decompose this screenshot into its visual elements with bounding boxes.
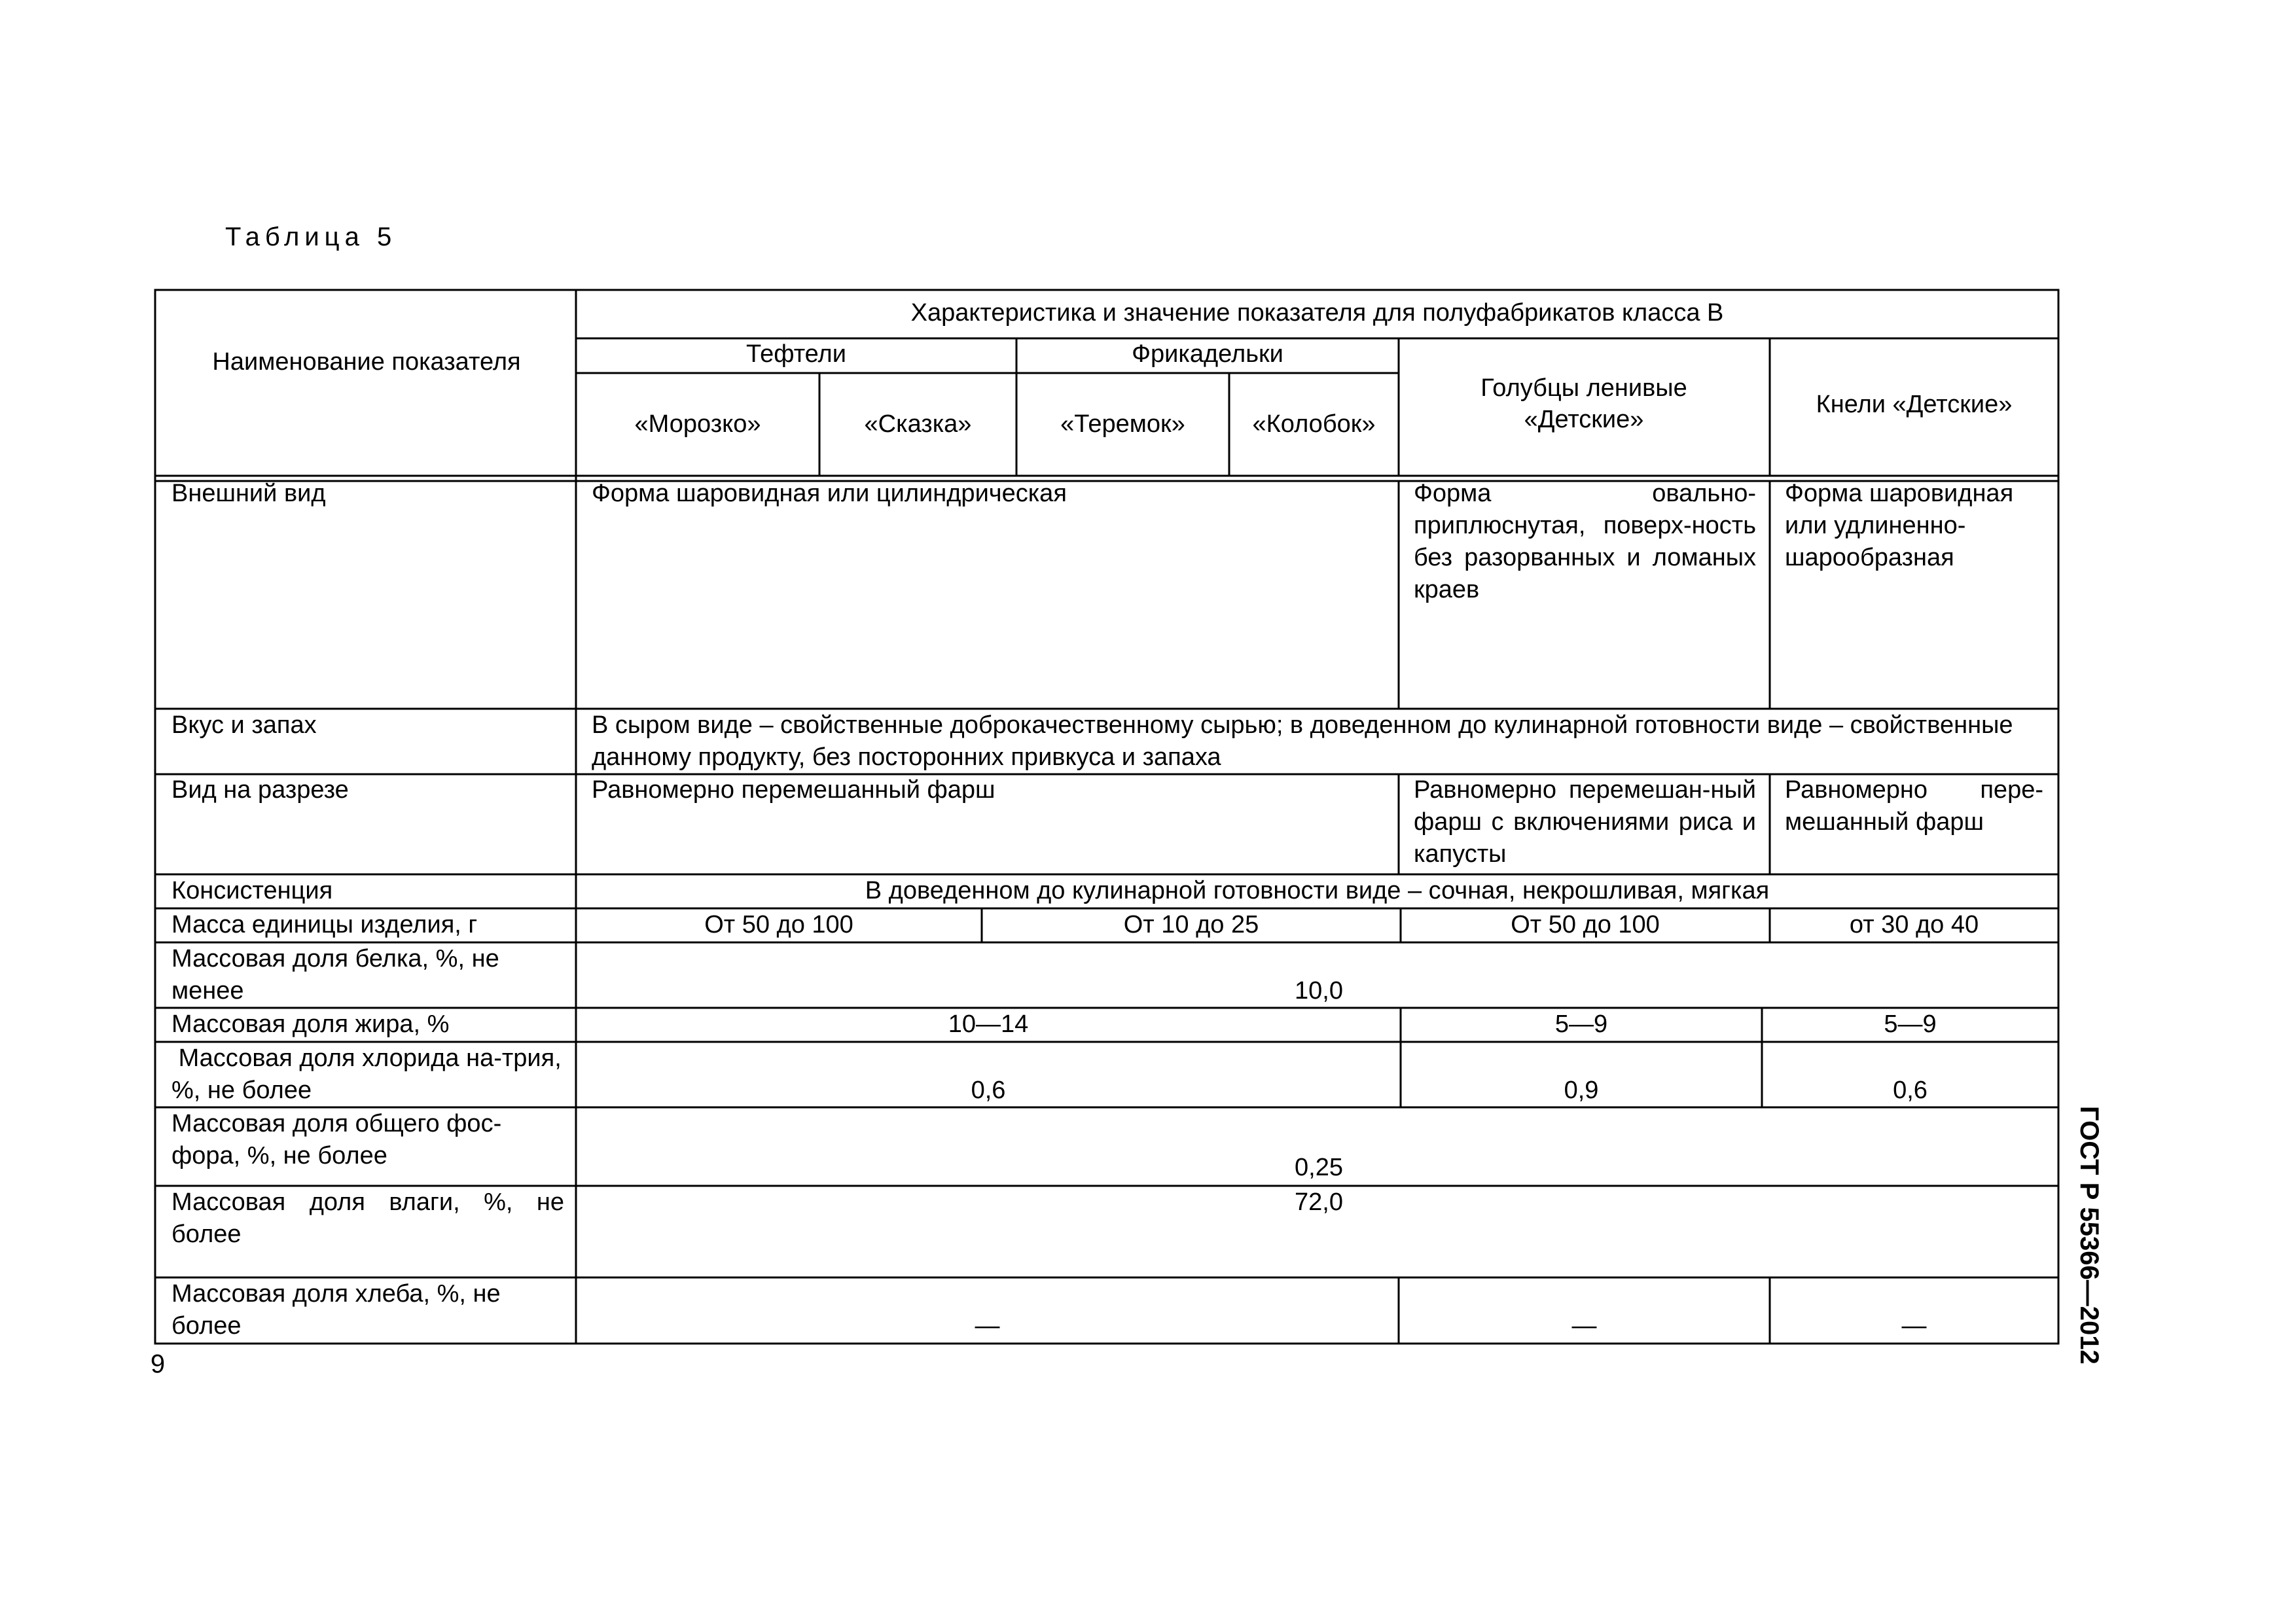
bread-golubtsy: —	[1571, 1312, 1597, 1340]
header-tefteli: Тефтели	[746, 340, 846, 368]
standard-code: ГОСТ Р 55366—2012	[2075, 1106, 2104, 1364]
header-name-column: Наименование показателя	[212, 348, 521, 376]
row-label-section: Вид на разрезе	[171, 776, 349, 804]
page-number: 6	[151, 1349, 166, 1378]
header-teremok: «Теремок»	[1060, 410, 1185, 438]
table-caption: Таблица 5	[225, 223, 397, 251]
header-kneli: Кнели «Детские»	[1816, 391, 2013, 418]
section-golubtsy: Равномерно перемешан-ный фарш с включениями риса и капусты	[1414, 776, 1756, 868]
row-label-phosphorus: Массовая доля общего фос-фора, %, не более	[171, 1110, 502, 1169]
row-label-taste: Вкус и запах	[171, 711, 317, 739]
moisture-value: 72,0	[1295, 1188, 1343, 1216]
row-label-protein: Массовая доля белка, %, не менее	[171, 945, 499, 1005]
row-label-moisture: Массовая доля влаги, %, не более	[171, 1188, 564, 1248]
protein-value: 10,0	[1295, 977, 1343, 1005]
row-label-chloride: Массовая доля хлорида на-трия, %, не более	[171, 1044, 569, 1104]
bread-kneli: —	[1901, 1312, 1927, 1340]
fat-meatballs: 10—14	[948, 1010, 1029, 1038]
mass-tefteli: От 50 до 100	[704, 911, 853, 938]
header-kolobok: «Колобок»	[1252, 410, 1376, 438]
row-label-appearance: Внешний вид	[171, 480, 326, 507]
appearance-kneli: Форма шаровидная или удлиненно-шарообразная	[1785, 480, 2014, 571]
taste-value: В сыром виде – свойственные доброкачественному сырью; в доведенном до кулинарной готовности виде – свойственные данному продукту, без посторонних привкуса и запаха	[592, 711, 2013, 771]
mass-kneli: от 30 до 40	[1849, 911, 1979, 938]
row-label-consistency: Консистенция	[171, 877, 333, 904]
phosphorus-value: 0,25	[1295, 1154, 1343, 1181]
chloride-golubtsy: 0,9	[1564, 1077, 1599, 1104]
header-skazka: «Сказка»	[864, 410, 972, 438]
header-morozko: «Морозко»	[634, 410, 761, 438]
bread-meatballs: —	[975, 1312, 1000, 1340]
mass-golubtsy: От 50 до 100	[1511, 911, 1660, 938]
chloride-kneli: 0,6	[1893, 1077, 1928, 1104]
consistency-value: В доведенном до кулинарной готовности виде – сочная, некрошливая, мягкая	[865, 877, 1770, 904]
chloride-meatballs: 0,6	[971, 1077, 1006, 1104]
header-group-title: Характеристика и значение показателя для полуфабрикатов класса В	[910, 299, 1724, 327]
appearance-meatballs: Форма шаровидная или цилиндрическая	[592, 480, 1067, 507]
mass-frikadelki: От 10 до 25	[1123, 911, 1259, 938]
fat-golubtsy: 5—9	[1554, 1010, 1608, 1038]
row-label-mass: Масса единицы изделия, г	[171, 911, 478, 938]
appearance-golubtsy: Форма овально-приплюснутая, поверх-ность без разорванных и ломаных краев	[1414, 480, 1756, 603]
row-label-bread: Массовая доля хлеба, %, не более	[171, 1280, 501, 1340]
header-frikadelki: Фрикадельки	[1132, 340, 1283, 368]
row-label-fat: Массовая доля жира, %	[171, 1010, 450, 1038]
fat-kneli: 5—9	[1884, 1010, 1937, 1038]
section-meatballs: Равномерно перемешанный фарш	[592, 776, 996, 804]
section-kneli: Равномерно пере-мешанный фарш	[1785, 776, 2043, 836]
header-golubtsy: Голубцы ленивые «Детские»	[1480, 374, 1687, 433]
